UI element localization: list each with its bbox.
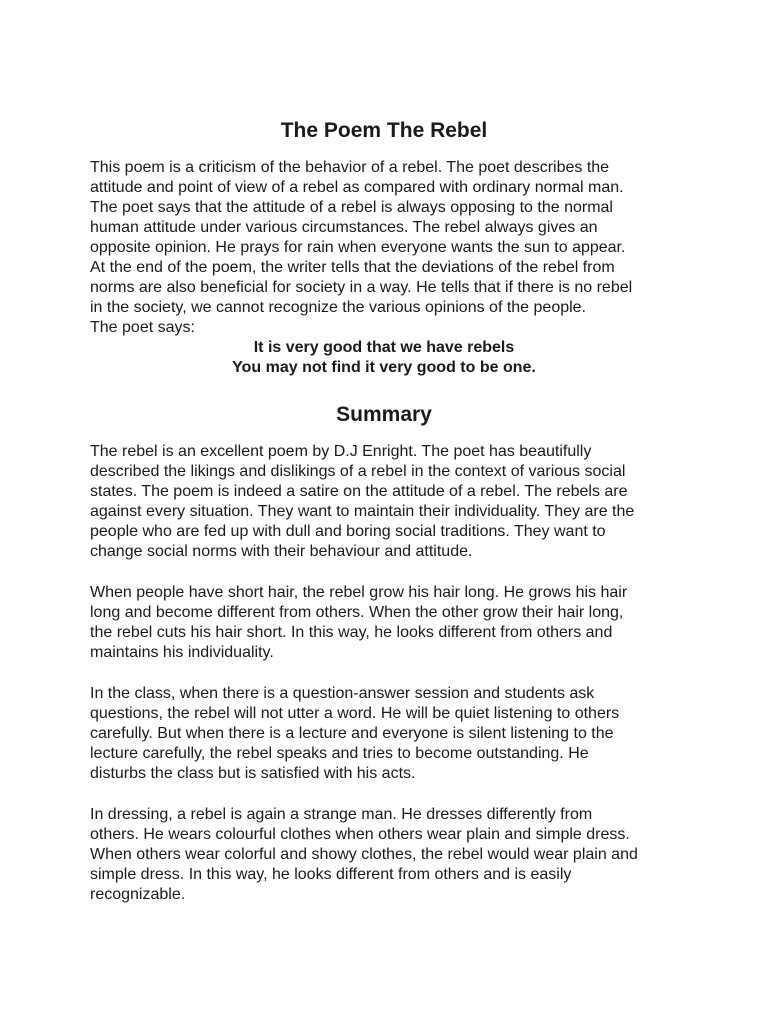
- intro-paragraph: [90, 158, 690, 338]
- summary-paragraph-4: [90, 805, 690, 905]
- summary-paragraph-3: [90, 684, 690, 784]
- text-line: recognizable.: [90, 886, 186, 903]
- text-line: The poet says:: [90, 319, 195, 336]
- text-line: At the end of the poem, the writer tells that the deviations of the rebel from: [90, 259, 615, 276]
- text-line: change social norms with their behaviour and attitude.: [90, 543, 473, 560]
- text-line: In the class, when there is a question-answer session and students ask: [90, 685, 595, 702]
- text-line: states. The poem is indeed a satire on the attitude of a rebel. The rebels are: [90, 483, 628, 500]
- quote-block: [0, 338, 768, 378]
- text-line: attitude and point of view of a rebel as compared with ordinary normal man.: [90, 179, 624, 196]
- text-line: questions, the rebel will not utter a word. He will be quiet listening to others: [90, 705, 620, 722]
- text-line: lecture carefully, the rebel speaks and tries to become outstanding. He: [90, 745, 589, 762]
- text-line: When others wear colorful and showy clothes, the rebel would wear plain and: [90, 846, 638, 863]
- text-line: described the likings and dislikings of a rebel in the context of various social: [90, 463, 626, 480]
- summary-heading: Summary: [336, 403, 432, 426]
- text-line: others. He wears colourful clothes when others wear plain and simple dress.: [90, 826, 630, 843]
- text-line: The rebel is an excellent poem by D.J Enright. The poet has beautifully: [90, 443, 592, 460]
- text-line: opposite opinion. He prays for rain when everyone wants the sun to appear.: [90, 239, 626, 256]
- text-line: maintains his individuality.: [90, 644, 274, 661]
- text-line: human attitude under various circumstances. The rebel always gives an: [90, 219, 598, 236]
- page-title: The Poem The Rebel: [280, 119, 488, 142]
- text-line: In dressing, a rebel is again a strange man. He dresses differently from: [90, 806, 593, 823]
- text-line: people who are fed up with dull and boring social traditions. They want to: [90, 523, 606, 540]
- text-line: carefully. But when there is a lecture and everyone is silent listening to the: [90, 725, 614, 742]
- text-line: in the society, we cannot recognize the various opinions of the people.: [90, 299, 587, 316]
- summary-paragraph-2: [90, 583, 690, 663]
- text-line: The poet says that the attitude of a rebel is always opposing to the normal: [90, 199, 613, 216]
- text-line: norms are also beneficial for society in a way. He tells that if there is no rebel: [90, 279, 633, 296]
- text-line: the rebel cuts his hair short. In this way, he looks different from others and: [90, 624, 613, 641]
- quote-line: It is very good that we have rebels: [253, 339, 515, 356]
- text-line: long and become different from others. When the other grow their hair long,: [90, 604, 624, 621]
- text-line: disturbs the class but is satisfied with his acts.: [90, 765, 416, 782]
- summary-paragraph-1: [90, 442, 690, 562]
- text-line: This poem is a criticism of the behavior of a rebel. The poet describes the: [90, 159, 610, 176]
- text-line: simple dress. In this way, he looks different from others and is easily: [90, 866, 572, 883]
- quote-line: You may not find it very good to be one.: [232, 359, 536, 376]
- text-line: When people have short hair, the rebel grow his hair long. He grows his hair: [90, 584, 628, 601]
- text-line: against every situation. They want to maintain their individuality. They are the: [90, 503, 635, 520]
